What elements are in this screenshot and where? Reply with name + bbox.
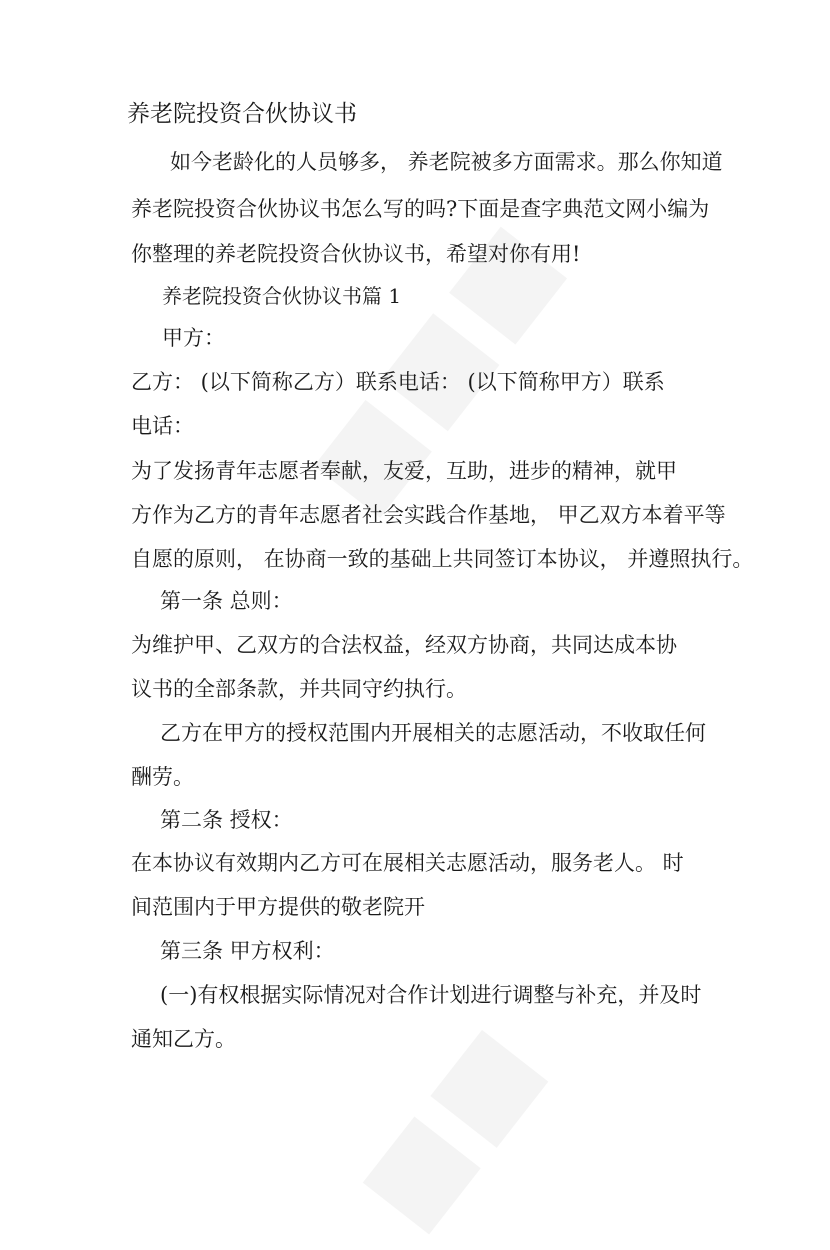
article-heading: 第一条 总则： [160, 589, 293, 613]
paragraph-line: 通知乙方。 [131, 1027, 236, 1051]
paragraph-line: (一)有权根据实际情况对合作计划进行调整与补充，并及时 [160, 983, 702, 1007]
section-heading: 养老院投资合伙协议书篇 1 [162, 284, 402, 308]
paragraph-line: 你整理的养老院投资合伙协议书，希望对你有用! [131, 242, 581, 266]
paragraph-line: 为维护甲、乙双方的合法权益，经双方协商，共同达成本协 [131, 633, 677, 657]
article-heading: 第二条 授权： [160, 808, 293, 832]
paragraph-line: 酬劳。 [131, 765, 194, 789]
paragraph-line: 乙方在甲方的授权范围内开展相关的志愿活动，不收取任何 [160, 721, 706, 745]
party-b-line: 乙方： (以下简称乙方）联系电话： (以下简称甲方）联系 [131, 370, 665, 394]
party-b-line: 电话： [131, 414, 194, 438]
paragraph-line: 养老院投资合伙协议书怎么写的吗?下面是查字典范文网小编为 [131, 197, 710, 221]
document-title: 养老院投资合伙协议书 [127, 101, 357, 127]
party-a-label: 甲方： [162, 326, 225, 350]
paragraph-line: 为了发扬青年志愿者奉献，友爱，互助，进步的精神，就甲 [131, 459, 677, 483]
article-heading: 第三条 甲方权利： [160, 939, 335, 963]
paragraph-line: 如今老龄化的人员够多， 养老院被多方面需求。那么你知道 [170, 150, 723, 174]
paragraph-line: 在本协议有效期内乙方可在展相关志愿活动，服务老人。 时 [131, 851, 684, 875]
paragraph-line: 间范围内于甲方提供的敬老院开 [131, 895, 425, 919]
paragraph-line: 方作为乙方的青年志愿者社会实践合作基地， 甲乙双方本着平等 [131, 503, 726, 527]
paragraph-line: 自愿的原则， 在协商一致的基础上共同签订本协议， 并遵照执行。 [131, 547, 754, 571]
paragraph-line: 议书的全部条款，并共同守约执行。 [131, 677, 467, 701]
